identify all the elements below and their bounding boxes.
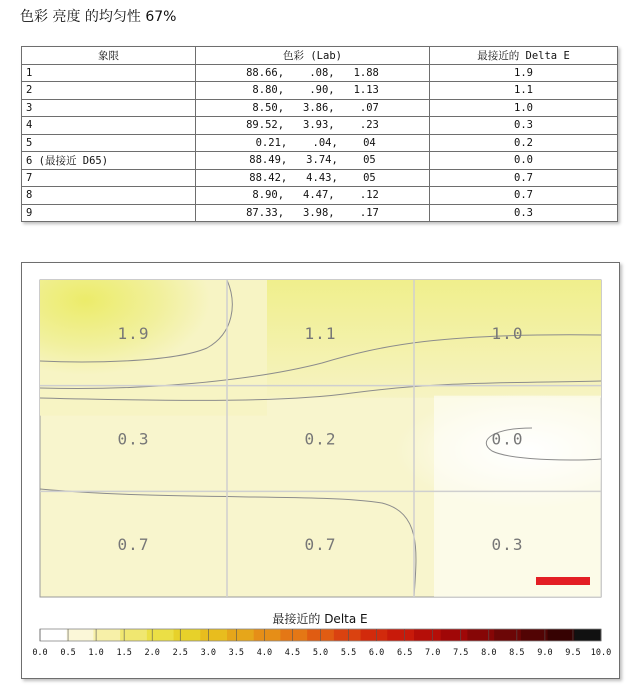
colorbar-tick-label: 6.5 — [396, 648, 413, 658]
header-lab: 色彩 (Lab) — [196, 47, 430, 65]
table-row — [22, 187, 618, 205]
colorbar-segment — [174, 629, 201, 641]
cell-value-label: 1.1 — [304, 323, 337, 343]
quadrant-cell: 5 — [22, 134, 196, 152]
quadrant-cell: 9 — [22, 204, 196, 222]
colorbar-title: 最接近的 Delta E — [272, 612, 368, 626]
quadrant-cell: 7 — [22, 169, 196, 187]
header-delta-e: 最接近的 Delta E — [430, 47, 618, 65]
colorbar-segment — [334, 629, 361, 641]
colorbar-tick-label: 4.0 — [256, 648, 273, 658]
lab-cell: 89.52, 3.93, .23 — [196, 117, 430, 135]
colorbar-tick-label: 5.5 — [340, 648, 357, 658]
colorbar-tick-label: 1.0 — [88, 648, 104, 658]
colorbar-segment — [521, 629, 548, 641]
colorbar-tick-label: 3.5 — [228, 648, 245, 658]
colorbar-tick-label: 8.0 — [481, 648, 497, 658]
table-row — [22, 169, 618, 187]
lab-cell: 88.49, 3.74, 05 — [196, 152, 430, 170]
colorbar-segment — [147, 629, 174, 641]
colorbar-segment — [467, 629, 494, 641]
colorbar-segment — [441, 629, 468, 641]
colorbar-segment — [200, 629, 227, 641]
quadrant-cell: 4 — [22, 117, 196, 135]
colorbar-segment — [280, 629, 307, 641]
table-header-row — [22, 47, 618, 65]
colorbar-tick-label: 8.5 — [509, 648, 525, 658]
colorbar-tick-label: 7.0 — [425, 648, 441, 658]
delta-e-cell: 0.0 — [430, 152, 618, 170]
colorbar-tick-label: 4.5 — [284, 648, 301, 658]
table-row — [22, 204, 618, 222]
table-row — [22, 64, 618, 82]
colorbar-tick-label: 3.0 — [200, 648, 216, 658]
cell-value-label: 0.7 — [117, 535, 150, 555]
header-quadrant: 象限 — [22, 47, 196, 65]
colorbar-tick-label: 2.5 — [172, 648, 188, 658]
table-row — [22, 82, 618, 100]
colorbar-segment — [574, 629, 601, 641]
cell-value-label: 0.0 — [491, 429, 524, 449]
colorbar-tick-label: 2.0 — [144, 648, 160, 658]
watermark-logo — [536, 577, 590, 585]
uniformity-heatmap — [22, 263, 619, 678]
delta-e-cell: 0.3 — [430, 204, 618, 222]
colorbar-tick-label: 7.5 — [453, 648, 469, 658]
delta-e-cell: 1.9 — [430, 64, 618, 82]
delta-e-cell: 0.3 — [430, 117, 618, 135]
delta-e-cell: 0.7 — [430, 187, 618, 205]
colorbar-tick-label: 0.0 — [32, 648, 48, 658]
cell-value-label: 0.2 — [304, 429, 337, 449]
lab-cell: 88.42, 4.43, 05 — [196, 169, 430, 187]
lab-table — [21, 46, 618, 222]
delta-e-cell: 1.1 — [430, 82, 618, 100]
cell-value-label: 1.0 — [491, 323, 524, 343]
colorbar-tick-label: 6.0 — [368, 648, 385, 658]
colorbar-tick-label: 9.0 — [537, 648, 553, 658]
table-row — [22, 117, 618, 135]
colorbar-segment — [67, 629, 94, 641]
delta-e-cell: 0.7 — [430, 169, 618, 187]
lab-cell: 8.90, 4.47, .12 — [196, 187, 430, 205]
colorbar-segment — [361, 629, 388, 641]
colorbar-tick-label: 9.5 — [565, 648, 581, 658]
delta-e-cell: 0.2 — [430, 134, 618, 152]
table-row — [22, 134, 618, 152]
colorbar-segment — [93, 629, 120, 641]
quadrant-cell: 1 — [22, 64, 196, 82]
cell-value-label: 0.3 — [491, 535, 524, 555]
quadrant-cell: 8 — [22, 187, 196, 205]
colorbar-tick-label: 1.5 — [116, 648, 132, 658]
colorbar-tick-label: 5.0 — [312, 648, 329, 658]
cell-value-label: 0.7 — [304, 535, 337, 555]
lab-cell: 88.66, .08, 1.88 — [196, 64, 430, 82]
colorbar-segment — [254, 629, 281, 641]
table-row — [22, 99, 618, 117]
cell-value-label: 0.3 — [117, 429, 150, 449]
cell-value-label: 1.9 — [117, 323, 150, 343]
table-row — [22, 152, 618, 170]
colorbar-segment — [414, 629, 441, 641]
lab-cell: 87.33, 3.98, .17 — [196, 204, 430, 222]
quadrant-cell: 6 (最接近 D65) — [22, 152, 196, 170]
page-title: 色彩 亮度 的均匀性 67% — [20, 9, 177, 25]
colorbar-tick-label: 0.5 — [60, 648, 76, 658]
colorbar-segment — [548, 629, 575, 641]
colorbar-segment — [387, 629, 414, 641]
delta-e-cell: 1.0 — [430, 99, 618, 117]
lab-cell: 0.21, .04, 04 — [196, 134, 430, 152]
colorbar-segment — [227, 629, 254, 641]
cool-zone-right — [434, 396, 601, 597]
colorbar-segment — [494, 629, 521, 641]
quadrant-cell: 2 — [22, 82, 196, 100]
heatmap-panel — [21, 262, 620, 679]
quadrant-cell: 3 — [22, 99, 196, 117]
lab-cell: 8.80, .90, 1.13 — [196, 82, 430, 100]
colorbar-segment — [40, 629, 67, 641]
colorbar-tick-label: 10.0 — [590, 648, 612, 658]
lab-cell: 8.50, 3.86, .07 — [196, 99, 430, 117]
